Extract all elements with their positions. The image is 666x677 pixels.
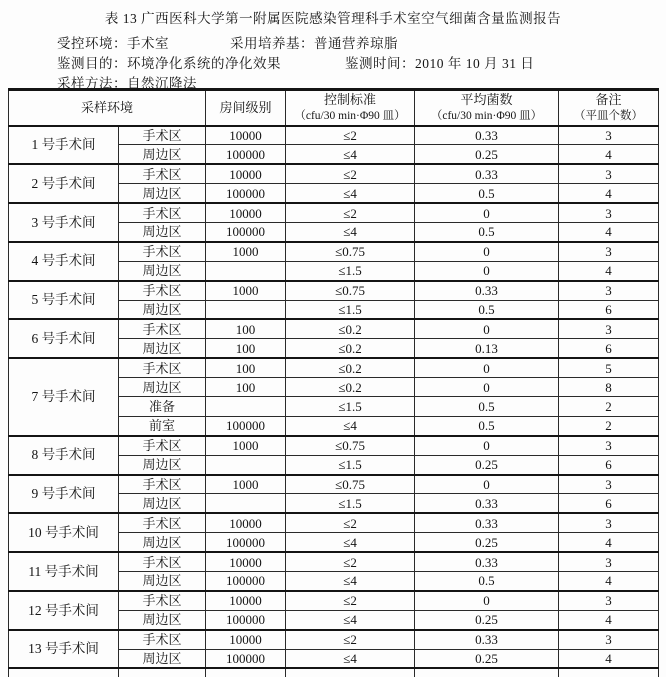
zone-cell: 周边区 [119,222,206,241]
table-row [9,630,659,649]
plate-count-cell: 3 [559,242,659,261]
col-header-avg-bacteria-unit: （cfu/30 min·Φ90 皿） [430,109,543,122]
zone-cell: 手术区 [119,242,206,261]
control-standard-cell: ≤0.2 [286,319,415,338]
control-standard-cell: ≤4 [286,145,415,164]
avg-bacteria-cell: 0.33 [415,126,559,145]
table-header [9,90,659,126]
avg-bacteria-cell: 0 [415,378,559,397]
room-level-cell: 100000 [206,610,286,629]
room-level-cell: 10000 [206,630,286,649]
meta-line-1 [57,32,398,52]
room-cell: 7 号手术间 [9,358,119,436]
avg-bacteria-cell: 0.25 [415,145,559,164]
room-level-cell: 100 [206,358,286,377]
zone-cell: 周边区 [119,378,206,397]
room-level-cell: 1000 [206,475,286,494]
plate-count-cell: 2 [559,397,659,416]
room-level-cell: 100000 [206,416,286,435]
plate-count-cell: 4 [559,571,659,590]
col-header-remarks-unit: （平皿个数） [574,109,644,122]
control-standard-cell: ≤4 [286,533,415,552]
room-cell: 11 号手术间 [9,552,119,591]
empty-cell [9,668,119,677]
control-standard-cell: ≤4 [286,416,415,435]
room-level-cell: 10000 [206,164,286,183]
avg-bacteria-cell: 0.5 [415,416,559,435]
room-cell: 8 号手术间 [9,436,119,475]
control-standard-cell: ≤0.2 [286,378,415,397]
table-row [9,319,659,338]
control-standard-cell: ≤1.5 [286,261,415,280]
plate-count-cell: 4 [559,145,659,164]
zone-cell: 手术区 [119,203,206,222]
empty-cell [415,668,559,677]
plate-count-cell: 8 [559,378,659,397]
plate-count-cell: 3 [559,203,659,222]
control-standard-cell: ≤4 [286,610,415,629]
monitor-purpose [57,52,345,72]
table-row-partial [9,668,659,677]
zone-cell: 手术区 [119,436,206,455]
plate-count-cell: 3 [559,475,659,494]
table-row [9,436,659,455]
table-row [9,164,659,183]
avg-bacteria-cell: 0.33 [415,281,559,300]
room-cell: 9 号手术间 [9,475,119,514]
room-level-cell: 100000 [206,222,286,241]
table-row [9,475,659,494]
plate-count-cell: 3 [559,552,659,571]
control-standard-cell: ≤0.75 [286,436,415,455]
culture-medium-label: 采用培养基： [230,36,314,51]
control-standard-cell: ≤2 [286,630,415,649]
control-standard-cell: ≤2 [286,126,415,145]
room-level-cell: 100000 [206,649,286,668]
avg-bacteria-cell: 0 [415,203,559,222]
table-row [9,281,659,300]
zone-cell: 周边区 [119,300,206,319]
control-standard-cell: ≤4 [286,184,415,203]
col-header-control-standard [286,90,415,126]
room-cell: 5 号手术间 [9,281,119,320]
plate-count-cell: 6 [559,455,659,474]
plate-count-cell: 6 [559,494,659,513]
room-level-cell: 100000 [206,184,286,203]
avg-bacteria-cell: 0 [415,436,559,455]
table-row [9,126,659,145]
room-level-cell [206,261,286,280]
control-standard-cell: ≤4 [286,571,415,590]
room-level-cell: 100 [206,339,286,358]
plate-count-cell: 4 [559,533,659,552]
room-level-cell: 100000 [206,533,286,552]
plate-count-cell: 3 [559,591,659,610]
zone-cell: 周边区 [119,610,206,629]
plate-count-cell: 4 [559,184,659,203]
avg-bacteria-cell: 0.33 [415,552,559,571]
avg-bacteria-cell: 0.25 [415,533,559,552]
room-level-cell: 10000 [206,552,286,571]
plate-count-cell: 3 [559,436,659,455]
room-level-cell [206,494,286,513]
room-cell: 13 号手术间 [9,630,119,669]
zone-cell: 手术区 [119,358,206,377]
zone-cell: 周边区 [119,339,206,358]
empty-cell [559,668,659,677]
room-cell: 3 号手术间 [9,203,119,242]
monitor-purpose-value: 环境净化系统的净化效果 [127,56,281,71]
table-header-row [9,90,659,126]
control-standard-cell: ≤0.2 [286,358,415,377]
control-standard-cell: ≤0.75 [286,242,415,261]
room-level-cell: 1000 [206,242,286,261]
table-row [9,358,659,377]
control-standard-cell: ≤2 [286,164,415,183]
avg-bacteria-cell: 0 [415,591,559,610]
control-standard-cell: ≤1.5 [286,397,415,416]
table-row [9,552,659,571]
zone-cell: 周边区 [119,261,206,280]
plate-count-cell: 4 [559,261,659,280]
controlled-env-value: 手术室 [127,36,169,51]
empty-cell [286,668,415,677]
avg-bacteria-cell: 0.5 [415,571,559,590]
plate-count-cell: 2 [559,416,659,435]
plate-count-cell: 3 [559,281,659,300]
table-row [9,513,659,532]
control-standard-cell: ≤2 [286,552,415,571]
avg-bacteria-cell: 0 [415,261,559,280]
avg-bacteria-cell: 0.25 [415,455,559,474]
room-level-cell: 10000 [206,203,286,222]
plate-count-cell: 3 [559,164,659,183]
plate-count-cell: 4 [559,610,659,629]
col-header-avg-bacteria-title: 平均菌数 [460,92,513,108]
zone-cell: 手术区 [119,164,206,183]
zone-cell: 周边区 [119,494,206,513]
col-header-control-standard-unit: （cfu/30 min·Φ90 皿） [294,109,406,122]
plate-count-cell: 3 [559,630,659,649]
col-header-remarks [559,90,659,126]
monitor-purpose-label: 鉴测目的： [57,56,127,71]
zone-cell: 周边区 [119,533,206,552]
control-standard-cell: ≤4 [286,222,415,241]
zone-cell: 手术区 [119,475,206,494]
avg-bacteria-cell: 0.33 [415,494,559,513]
room-level-cell: 10000 [206,591,286,610]
zone-cell: 周边区 [119,455,206,474]
table-row [9,591,659,610]
room-cell: 2 号手术间 [9,164,119,203]
col-header-avg-bacteria [415,90,559,126]
avg-bacteria-cell: 0.25 [415,610,559,629]
avg-bacteria-cell: 0.33 [415,164,559,183]
empty-cell [206,668,286,677]
avg-bacteria-cell: 0.5 [415,184,559,203]
monitor-time-value: 2010 年 10 月 31 日 [415,56,535,71]
zone-cell: 周边区 [119,184,206,203]
zone-cell: 手术区 [119,513,206,532]
col-header-room-level: 房间级别 [206,90,286,126]
room-level-cell [206,455,286,474]
monitoring-table [8,88,659,677]
avg-bacteria-cell: 0 [415,319,559,338]
zone-cell: 手术区 [119,126,206,145]
control-standard-cell: ≤2 [286,203,415,222]
room-level-cell: 10000 [206,126,286,145]
empty-cell [119,668,206,677]
avg-bacteria-cell: 0 [415,242,559,261]
zone-cell: 手术区 [119,281,206,300]
avg-bacteria-cell: 0.5 [415,222,559,241]
room-level-cell: 1000 [206,436,286,455]
col-header-remarks-title: 备注 [595,92,622,108]
avg-bacteria-cell: 0.33 [415,630,559,649]
table-body [9,126,659,677]
monitor-time-label: 鉴测时间： [345,56,415,71]
plate-count-cell: 3 [559,513,659,532]
room-cell: 6 号手术间 [9,319,119,358]
plate-count-cell: 4 [559,649,659,668]
zone-cell: 手术区 [119,591,206,610]
culture-medium-value: 普通营养琼脂 [314,36,398,51]
room-level-cell: 100000 [206,145,286,164]
plate-count-cell: 6 [559,339,659,358]
plate-count-cell: 3 [559,126,659,145]
sampling-method-label: 采样方法： [57,76,127,91]
zone-cell: 手术区 [119,552,206,571]
control-standard-cell: ≤2 [286,513,415,532]
avg-bacteria-cell: 0 [415,475,559,494]
control-standard-cell: ≤4 [286,649,415,668]
table-row [9,242,659,261]
control-standard-cell: ≤1.5 [286,300,415,319]
zone-cell: 手术区 [119,319,206,338]
col-header-sampling-env: 采样环境 [9,90,206,126]
zone-cell: 周边区 [119,649,206,668]
avg-bacteria-cell: 0.33 [415,513,559,532]
monitor-time [345,56,534,71]
page-title: 表 13 广西医科大学第一附属医院感染管理科手术室空气细菌含量监测报告 [104,11,562,26]
control-standard-cell: ≤2 [286,591,415,610]
plate-count-cell: 5 [559,358,659,377]
room-cell: 12 号手术间 [9,591,119,630]
avg-bacteria-cell: 0.5 [415,300,559,319]
meta-line-2 [57,52,534,72]
room-cell: 4 号手术间 [9,242,119,281]
controlled-env-label: 受控环境： [57,36,127,51]
plate-count-cell: 6 [559,300,659,319]
controlled-env [57,32,230,52]
room-level-cell: 100 [206,378,286,397]
room-level-cell [206,300,286,319]
room-level-cell: 100000 [206,571,286,590]
sampling-method-value: 自然沉降法 [127,76,197,91]
room-level-cell: 1000 [206,281,286,300]
room-level-cell [206,397,286,416]
avg-bacteria-cell: 0 [415,358,559,377]
control-standard-cell: ≤0.75 [286,281,415,300]
plate-count-cell: 3 [559,319,659,338]
room-level-cell: 10000 [206,513,286,532]
control-standard-cell: ≤1.5 [286,494,415,513]
control-standard-cell: ≤1.5 [286,455,415,474]
room-cell: 1 号手术间 [9,126,119,165]
control-standard-cell: ≤0.75 [286,475,415,494]
table-row [9,203,659,222]
zone-cell: 周边区 [119,145,206,164]
avg-bacteria-cell: 0.5 [415,397,559,416]
room-level-cell: 100 [206,319,286,338]
zone-cell: 前室 [119,416,206,435]
control-standard-cell: ≤0.2 [286,339,415,358]
room-cell: 10 号手术间 [9,513,119,552]
col-header-control-standard-title: 控制标准 [324,92,377,108]
avg-bacteria-cell: 0.13 [415,339,559,358]
plate-count-cell: 4 [559,222,659,241]
zone-cell: 周边区 [119,571,206,590]
zone-cell: 手术区 [119,630,206,649]
culture-medium [230,36,398,51]
avg-bacteria-cell: 0.25 [415,649,559,668]
zone-cell: 准备 [119,397,206,416]
